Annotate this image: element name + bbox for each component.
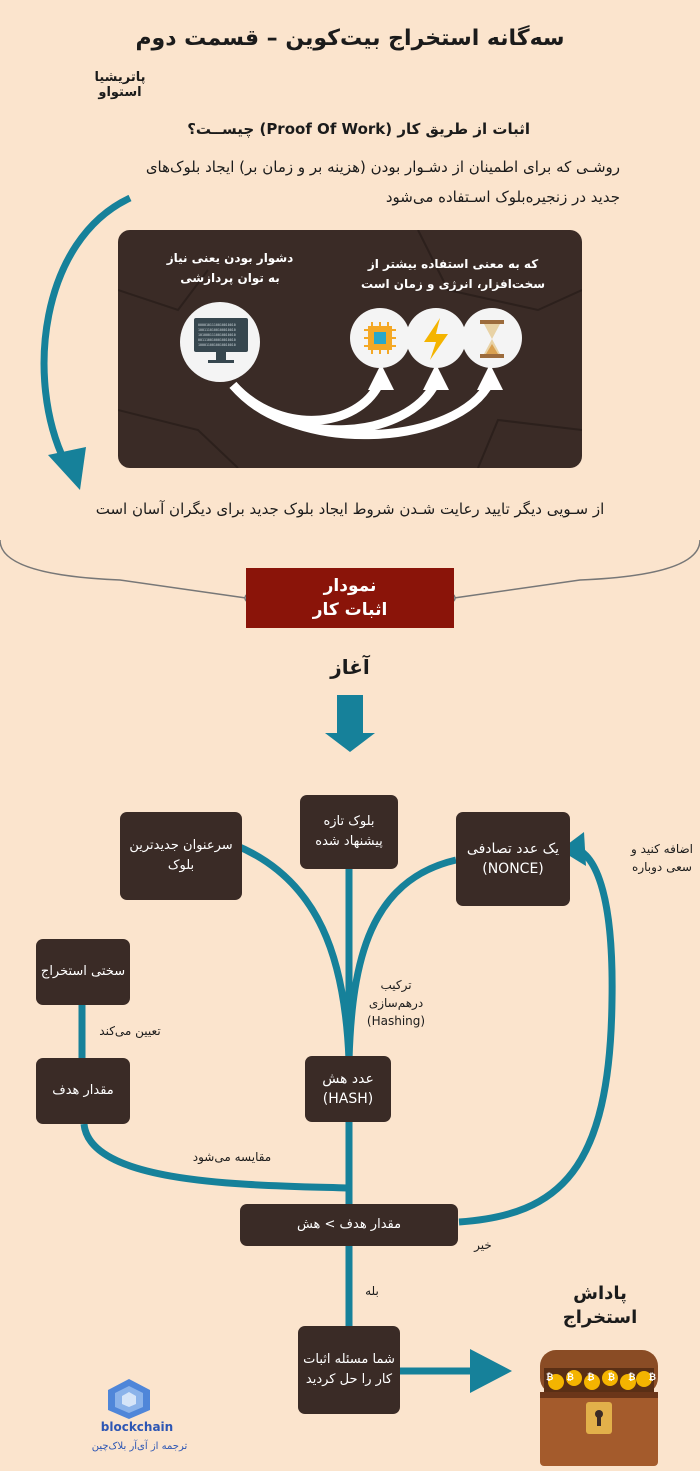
- no-label: خیر: [474, 1238, 492, 1252]
- solved-box: شما مسئله اثبات کار را حل کردید: [298, 1326, 400, 1414]
- binary-line: 1001110100100010010: [198, 328, 236, 332]
- panel-right-text: که به معنی استفاده بیشتر از سخت‌افزار، انرژی و زمان است: [360, 257, 546, 291]
- binary-line: 1000110010010010010: [198, 343, 236, 347]
- bitcoin-icon: ₿: [566, 1373, 574, 1383]
- reward-arrowhead: [470, 1349, 512, 1393]
- coin-symbols: [546, 1372, 656, 1383]
- intro-text: روشـی که برای اطمینان از دشـوار بودن (هزینه بر و زمان بر) ایجاد بلوک‌های جدید در زنجیره‌بلوک اسـتفاده می‌شود: [145, 158, 620, 206]
- target-box: مقدار هدف: [36, 1058, 130, 1124]
- logo-name: blockchain: [100, 1420, 174, 1434]
- compare-label: مقایسه می‌شود: [192, 1150, 272, 1164]
- proposed-block-box: بلوک تازه پیشنهاد شده: [300, 795, 398, 869]
- chart-title-line1: نمودار: [323, 576, 377, 596]
- reward-label: پاداش استخراج: [562, 1283, 638, 1328]
- condition-box: مقدار هدف > هش: [240, 1204, 458, 1246]
- bitcoin-icon: ₿: [607, 1373, 615, 1383]
- determines-label: تعیین می‌کند: [99, 1024, 161, 1038]
- chart-title-line2: اثبات کار: [312, 600, 388, 620]
- hash-box: عدد هش (HASH): [305, 1056, 391, 1122]
- latest-header-box: سرعنوان جدیدترین بلوک: [120, 812, 242, 900]
- line-header-to-hash: [235, 845, 349, 1060]
- start-arrow-shaft: [337, 695, 363, 733]
- retry-label: اضافه کنید و سعی دوباره: [630, 842, 694, 874]
- treasure-chest-icon: [536, 1344, 662, 1468]
- line-nonce-to-hash: [349, 860, 456, 1060]
- hashing-label: ترکیب درهم‌سازی (Hashing): [366, 978, 426, 1028]
- bottom-note: از سـویی دیگر تایید رعایت شـدن شروط ایجاد بلوک جدید برای دیگران آسان است: [95, 500, 605, 518]
- blockchain-logo-icon: [106, 1378, 152, 1420]
- bitcoin-icon: ₿: [648, 1373, 656, 1383]
- start-arrow-head: [325, 733, 375, 752]
- page-title: سه‌گانه استخراج بیت‌کوین – قسمت دوم: [135, 26, 565, 51]
- binary-line: 0011100100010010010: [198, 338, 236, 342]
- yes-label: بله: [365, 1284, 379, 1298]
- logo-caption: ترجمه از آی‌آر بلاک‌چین: [91, 1441, 188, 1452]
- difficulty-box: سختی استخراج: [36, 939, 130, 1005]
- cpu-chip-icon: [364, 322, 396, 354]
- intro-curved-arrowhead: [48, 447, 86, 490]
- bitcoin-icon: ₿: [587, 1373, 595, 1383]
- monitor-stand: [216, 352, 226, 360]
- bitcoin-icon: ₿: [546, 1373, 554, 1383]
- question-heading: اثبات از طریق کار (Proof Of Work) چیســت؟: [187, 120, 530, 138]
- binary-line: 0000101110010010010: [198, 323, 236, 327]
- chart-title-box: [246, 568, 454, 628]
- nonce-box: یک عدد تصادفی (NONCE): [456, 812, 570, 906]
- binary-line: 1010001110010010010: [198, 333, 236, 337]
- binary-code-lines: [198, 323, 244, 348]
- author-name: پاتریشیا استواو: [94, 70, 146, 100]
- panel-left-text: دشوار بودن یعنی نیاز به توان پردازشی: [166, 251, 294, 285]
- monitor-base: [208, 360, 234, 363]
- bitcoin-icon: ₿: [628, 1373, 636, 1383]
- start-label: آغاز: [330, 655, 370, 679]
- explanation-panel: [118, 230, 582, 468]
